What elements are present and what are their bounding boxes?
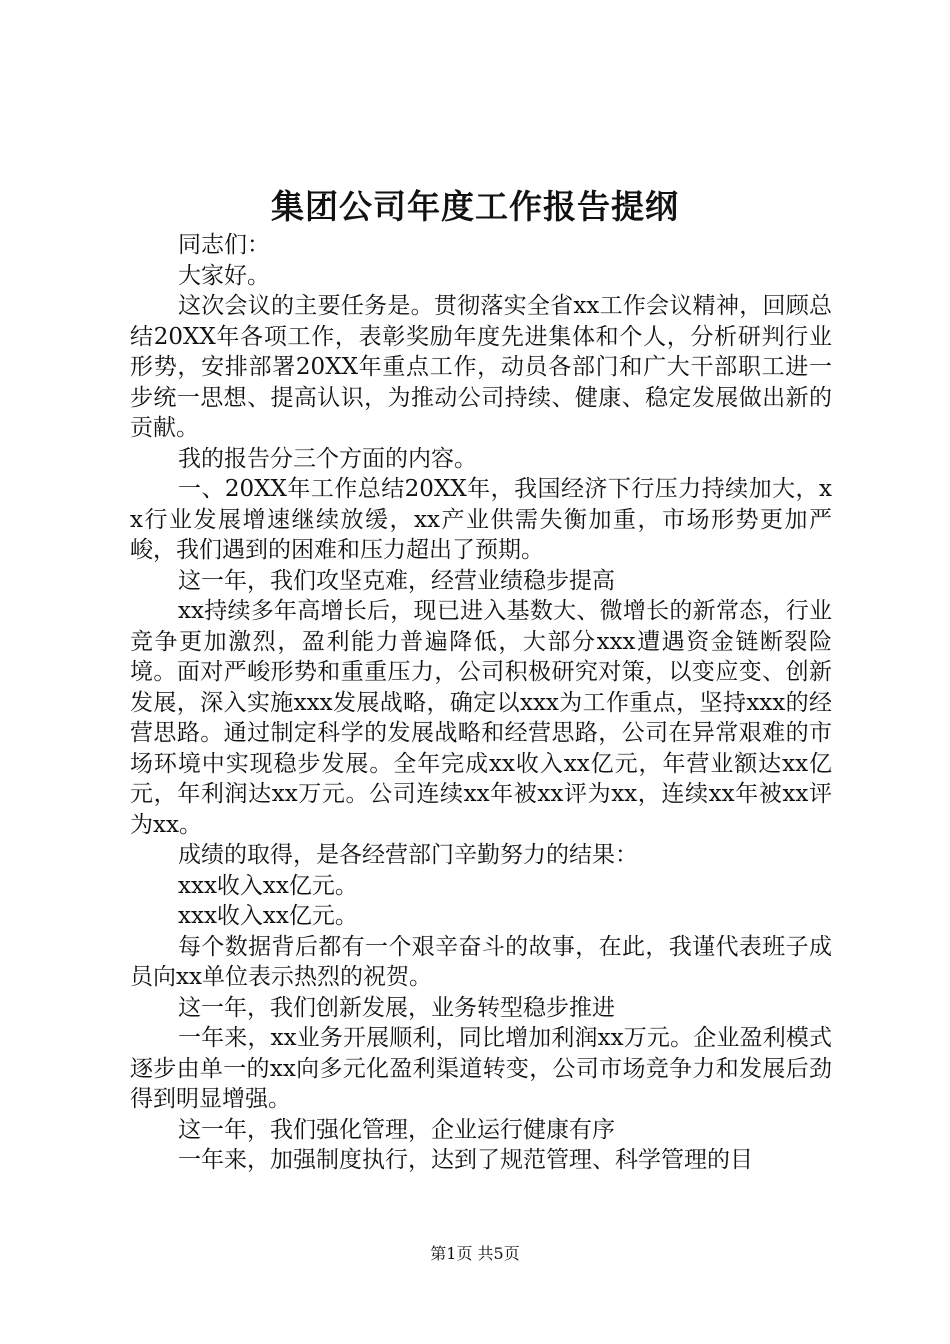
paragraph-innovation-detail: 一年来，xx业务开展顺利，同比增加利润xx万元。企业盈利模式逐步由单一的xx向多元化盈利渠道转变，公司市场竞争力和发展后劲得到明显增强。 (130, 1025, 832, 1112)
paragraph-heading-performance: 这一年，我们攻坚克难，经营业绩稳步提高 (178, 567, 615, 594)
paragraph-performance-detail: xx持续多年高增长后，现已进入基数大、微增长的新常态，行业竞争更加激烈，盈利能力普遍降低，大部分xxx遭遇资金链断裂险境。面对严峻形势和重重压力，公司积极研究对策，以变应变、创新发展，深入实施xxx发展战略，确定以xxx为工作重点，坚持xxx的经营思路。通过制定科学的发展战略和经营思路，公司在异常艰难的市场环境中实现稳步发展。全年完成xx收入xx亿元，年营业额达xx亿元，年利润达xx万元。公司连续xx年被xx评为xx，连续xx年被xx评为xx。 (130, 598, 832, 838)
page-footer: 第1页 共5页 (430, 1244, 520, 1263)
paragraph-greeting: 同志们： (178, 232, 270, 258)
paragraph-report-outline: 我的报告分三个方面的内容。 (178, 445, 477, 472)
paragraph-heading-management: 这一年，我们强化管理，企业运行健康有序 (178, 1116, 615, 1143)
document-title: 集团公司年度工作报告提纲 (271, 187, 679, 226)
paragraph-achievements: 成绩的取得，是各经营部门辛勤努力的结果： (178, 842, 638, 868)
document-body (130, 230, 832, 1176)
paragraph-congratulations: 每个数据背后都有一个艰辛奋斗的故事，在此，我谨代表班子成员向xx单位表示热烈的祝贺。 (130, 933, 832, 990)
paragraph-management-detail: 一年来，加强制度执行，达到了规范管理、科学管理的目 (178, 1147, 753, 1173)
paragraph-income-2: xxx收入xx亿元。 (178, 903, 358, 929)
paragraph-heading-innovation: 这一年，我们创新发展，业务转型稳步推进 (178, 994, 615, 1021)
paragraph-section-one: 一、20XX年工作总结20XX年，我国经济下行压力持续加大，xx行业发展增速继续放缓，xx产业供需失衡加重，市场形势更加严峻，我们遇到的困难和压力超出了预期。 (130, 476, 832, 563)
paragraph-hello: 大家好。 (178, 262, 270, 289)
paragraph-income-1: xxx收入xx亿元。 (178, 872, 358, 899)
paragraph-meeting-tasks: 这次会议的主要任务是。贯彻落实全省xx工作会议精神，回顾总结20XX年各项工作，表彰奖励年度先进集体和个人，分析研判行业形势，安排部署20XX年重点工作，动员各部门和广大干部职工进一步统一思想、提高认识，为推动公司持续、健康、稳定发展做出新的贡献。 (130, 293, 832, 441)
